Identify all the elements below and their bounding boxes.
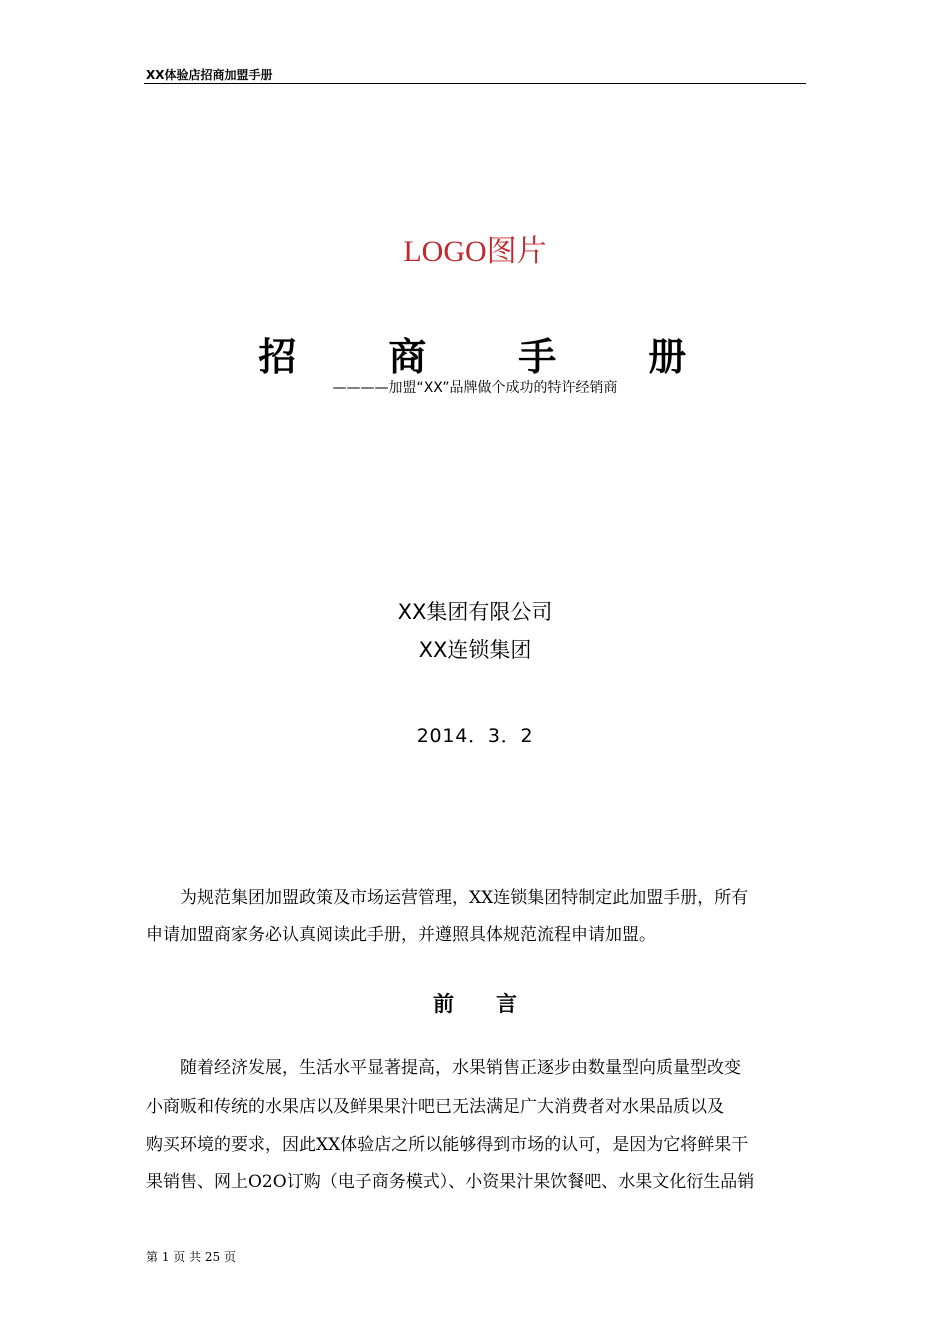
company-name: XX集团有限公司: [397, 600, 553, 624]
page-number: 第 1 页 共 25 页: [146, 1250, 236, 1264]
group-name: XX连锁集团: [418, 638, 532, 662]
intro-line: 为规范集团加盟政策及市场运营管理，XX连锁集团特制定此加盟手册，所有: [146, 888, 749, 908]
preface-line: 果销售、网上O2O订购（电子商务模式）、小资果汁果饮餐吧、水果文化衍生品销: [146, 1172, 755, 1192]
preface-line: 随着经济发展，生活水平显著提高，水果销售正逐步由数量型向质量型改变: [146, 1058, 741, 1078]
intro-line: 申请加盟商家务必认真阅读此手册，并遵照具体规范流程申请加盟。: [146, 925, 656, 945]
cover-subtitle: ————加盟“XX”品牌做个成功的特许经销商: [332, 380, 618, 396]
header-rule: [144, 83, 806, 84]
publish-date: 2014．3．2: [416, 725, 534, 747]
logo-placeholder: LOGO图片: [403, 235, 547, 268]
preface-line: 小商贩和传统的水果店以及鲜果果汁吧已无法满足广大消费者对水果品质以及: [146, 1097, 724, 1117]
preface-line: 购买环境的要求，因此XX体验店之所以能够得到市场的认可，是因为它将鲜果干: [146, 1135, 749, 1155]
cover-title: 招 商 手 册: [258, 335, 692, 379]
running-header: XX体验店招商加盟手册: [146, 68, 273, 82]
preface-heading: 前 言: [433, 992, 517, 1016]
